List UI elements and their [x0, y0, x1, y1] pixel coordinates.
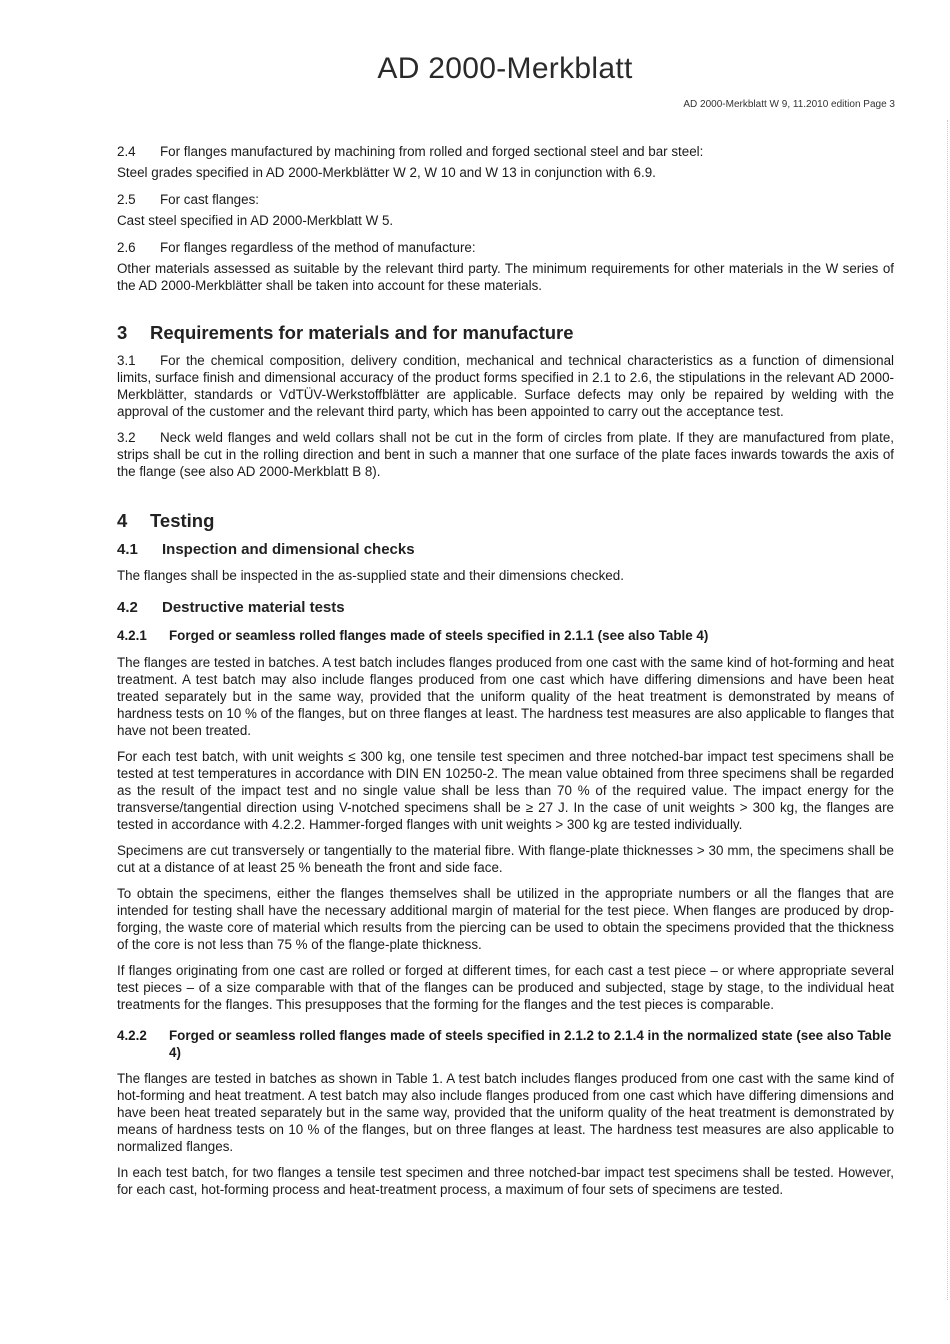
section-4-1-text: The flanges shall be inspected in the as-supplied state and their dimensions checked.: [117, 568, 624, 583]
section-4-2-1-paragraph-2: For each test batch, with unit weights ≤ 300 kg, one tensile test specimen and three notched-bar impact test specimens shall be tested at test temperatures in accordance with DIN EN 10250-2. The mean value obtained from three specimens shall be regarded as the result of the impact test and no single value shall be less than 70 % of the required value. The impact energy for the transverse/tangential direction using V-notched specimens shall be ≥ 27 J. In the case of unit weights > 300 kg, the flanges are tested in accordance with 4.2.2. Hammer-forged flanges with unit weights > 300 kg are tested individually.: [117, 749, 894, 832]
section-2-6-text: Other materials assessed as suitable by the relevant third party. The minimum requirements for other materials in the W series of the AD 2000-Merkblätter shall be taken into account for these materials.: [117, 261, 894, 293]
section-number: 3: [117, 322, 128, 343]
section-4-2-1-heading: [117, 627, 894, 644]
section-3-heading: [117, 322, 894, 344]
section-3-1-paragraph: [117, 352, 894, 420]
section-3-2-paragraph: [117, 429, 894, 480]
section-heading-text: For flanges manufactured by machining from rolled and forged sectional steel and bar steel:: [160, 144, 704, 159]
paragraph-number: 3.1: [117, 353, 136, 368]
section-4-2-2-paragraph-1: The flanges are tested in batches as shown in Table 1. A test batch includes flanges produced from one cast with the same kind of hot-forming and heat treatment. A test batch may also include flanges produced from one cast which have differing dimensions and have been heat treated separately but in the same way, provided that the uniform quality of the heat treatment is demonstrated by means of hardness tests on 10 % of the flanges, but on three flanges at least. The hardness test measures are also applicable to normalized flanges.: [117, 1071, 894, 1154]
section-number: 2.4: [117, 144, 136, 159]
section-2-6-heading: [117, 239, 894, 256]
section-4-1-heading: [117, 540, 894, 559]
section-title: Destructive material tests: [162, 599, 345, 616]
section-heading-text: For cast flanges:: [160, 192, 259, 207]
section-heading-text: For flanges regardless of the method of manufacture:: [160, 240, 476, 255]
section-4-2-2-heading: [117, 1027, 894, 1061]
section-2-5-heading: [117, 191, 894, 208]
section-number: 4.1: [117, 541, 138, 558]
section-number: 4: [117, 510, 128, 531]
section-2-4-heading: [117, 143, 894, 160]
section-2-5-text: Cast steel specified in AD 2000-Merkblatt W 5.: [117, 213, 394, 228]
section-4-2-1-paragraph-1: The flanges are tested in batches. A test batch includes flanges produced from one cast with the same kind of hot-forming and heat treatment. A test batch may also include flanges produced from one cast which have differing dimensions and have been heat treated separately but in the same way, provided that the uniform quality of the heat treatment is demonstrated by means of hardness tests on 10 % of the flanges, but on three flanges at least. The hardness test measures are also applicable to flanges that have not been treated.: [117, 655, 894, 738]
section-number: 4.2.1: [117, 628, 147, 643]
paragraph-text: Neck weld flanges and weld collars shall not be cut in the form of circles from plate. If they are manufactured from plate, strips shall be cut in the rolling direction and bent in such a manner that one surface of the plate faces inwards towards the axis of the flange (see also AD 2000-Merkblatt B 8).: [117, 430, 894, 479]
section-number: 4.2: [117, 599, 138, 616]
document-body: [117, 143, 894, 1198]
section-4-2-heading: [117, 598, 894, 617]
section-title: Testing: [150, 510, 215, 531]
page-edge-line: [947, 120, 948, 1300]
section-4-2-1-paragraph-3: Specimens are cut transversely or tangentially to the material fibre. With flange-plate thicknesses > 30 mm, the specimens shall be cut at a distance of at least 25 % beneath the front and side face.: [117, 843, 894, 875]
page-title: AD 2000-Merkblatt: [377, 52, 633, 85]
section-title: Forged or seamless rolled flanges made of steels specified in 2.1.2 to 2.1.4 in the normalized state (see also Table 4): [169, 1028, 892, 1060]
section-2-4-text: Steel grades specified in AD 2000-Merkblätter W 2, W 10 and W 13 in conjunction with 6.9.: [117, 165, 656, 180]
section-4-2-1-paragraph-5: If flanges originating from one cast are rolled or forged at different times, for each cast a test piece – or where appropriate several test pieces – of a size comparable with that of the flanges can be produced and subjected, stage by stage, to the individual heat treatments for the flanges. This presupposes that the forming for the flanges and the test pieces is comparable.: [117, 963, 894, 1012]
section-title: Forged or seamless rolled flanges made of steels specified in 2.1.1 (see also Table 4): [169, 628, 709, 643]
section-number: 4.2.2: [117, 1028, 147, 1043]
section-4-2-2-paragraph-2: In each test batch, for two flanges a tensile test specimen and three notched-bar impact test specimens shall be tested. However, for each cast, hot-forming process and heat-treatment process, a maximum of four sets of specimens are tested.: [117, 1165, 894, 1197]
header-meta: AD 2000-Merkblatt W 9, 11.2010 edition Page 3: [683, 99, 895, 110]
section-4-heading: [117, 510, 894, 532]
paragraph-text: For the chemical composition, delivery condition, mechanical and technical characteristics as a function of dimensional limits, surface finish and dimensional accuracy of the product forms specified in 2.1 to 2.6, the stipulations in the relevant AD 2000-Merkblätter, standards or VdTÜV-Werkstoffblätter are applicable. Surface defects may only be repaired by welding with the approval of the customer and the relevant third party, which has been appointed to carry out the acceptance test.: [117, 353, 894, 419]
section-number: 2.6: [117, 240, 136, 255]
section-title: Requirements for materials and for manufacture: [150, 322, 574, 343]
section-4-2-1-paragraph-4: To obtain the specimens, either the flanges themselves shall be utilized in the appropriate numbers or all the flanges that are intended for testing shall have the necessary additional margin of material for the test piece. When flanges are produced by drop-forging, the waste core of material which results from the piercing can be used to obtain the specimens provided that the thickness of the core is not less than 75 % of the flange-plate thickness.: [117, 886, 894, 952]
section-number: 2.5: [117, 192, 136, 207]
section-title: Inspection and dimensional checks: [162, 541, 415, 558]
paragraph-number: 3.2: [117, 430, 136, 445]
